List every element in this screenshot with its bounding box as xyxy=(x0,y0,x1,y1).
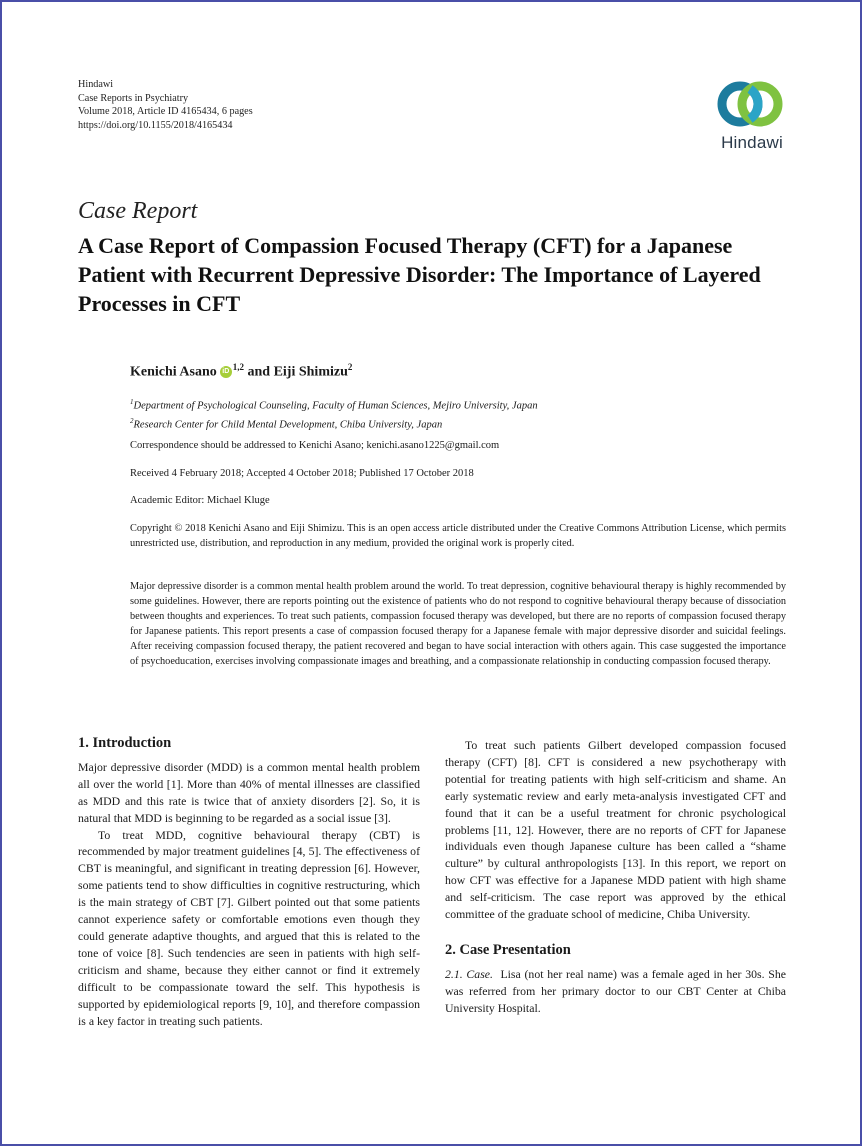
copyright-notice: Copyright © 2018 Kenichi Asano and Eiji Shimizu. This is an open access article distributed under the Creative Commons Attribution License, which permits unrestricted use, distribution, and reproduction in any medium, provided the original work is properly cited. xyxy=(130,523,786,549)
paragraph: Major depressive disorder (MDD) is a common mental health problem all over the world [1]. More than 40% of mental illnesses are classified as MDD and this rate is twice that of anxiety disorders [2]. So, it is natural that MDD is beginning to be regarded as a social issue [3]. xyxy=(78,759,420,825)
affiliation-ref: 1,2 xyxy=(232,362,244,372)
right-column xyxy=(445,737,786,1017)
journal-header xyxy=(78,78,253,132)
journal-name: Case Reports in Psychiatry xyxy=(78,92,189,104)
author-name[interactable]: Kenichi Asano xyxy=(130,364,217,380)
publication-dates: Received 4 February 2018; Accepted 4 October 2018; Published 17 October 2018 xyxy=(130,468,474,479)
affiliation-item: $^1$Department of Psychological Counseling, Faculty of Human Sciences, Mejiro University, Japan xyxy=(130,398,538,412)
correspondence: Correspondence should be addressed to Kenichi Asano; kenichi.asano1225@gmail.com xyxy=(130,440,500,451)
orcid-icon[interactable]: iD xyxy=(220,366,232,378)
volume-info: Volume 2018, Article ID 4165434, 6 pages xyxy=(78,106,253,117)
left-column xyxy=(78,735,420,1029)
academic-editor: Academic Editor: Michael Kluge xyxy=(130,495,270,506)
abstract: Major depressive disorder is a common mental health problem around the world. To treat depression, cognitive behavioural therapy is highly recommended by some guidelines. However, there are reports pointing out the existence of patients who do not respond to cognitive behavioural therapy because of dissociation between thoughts and experiences. To treat such patients, compassion focused therapy was developed, but there are no reports of compassion focused therapy for Japanese patients. This report presents a case of compassion focused therapy for a Japanese female with major depressive disorder and suicidal feelings. After receiving compassion focused therapy, the patient recovered and began to have social interaction with others again. This case suggested the importance of psychoeducation, exercises involving compassionate images and breathing, and a compassionate relationship in conducting compassion focused therapy. xyxy=(130,581,786,667)
paragraph: To treat such patients Gilbert developed compassion focused therapy (CFT) [8]. CFT is considered a new psychotherapy with potential for treating patients with high self-criticism and shame. An early systematic review and early meta-analysis investigated CFT and found that it can be a useful treatment for chronic psychological problems [11, 12]. However, there are no reports of CFT for Japanese individuals even though Japanese culture has been called a “shame culture” by cultural anthropologists [13]. In this report, we report on how CFT was effective for a Japanese MDD patient with high shame and self-criticism. The case report was approved by the ethical committee of the graduate school of medicine, Chiba University. xyxy=(445,738,786,922)
affiliations xyxy=(130,395,538,432)
affiliation-item: $^2$Research Center for Child Mental Development, Chiba University, Japan xyxy=(130,416,443,430)
section-heading: 1. Introduction xyxy=(78,735,172,751)
paragraph: 2.1. Case. Lisa (not her real name) was a female aged in her 30s. She was referred from her primary doctor to our CBT Center at Chiba University Hospital. xyxy=(445,966,786,1015)
doi-link[interactable]: https://doi.org/10.1155/2018/4165434 xyxy=(78,119,233,131)
publisher-name: Hindawi xyxy=(78,79,114,90)
section-heading: 2. Case Presentation xyxy=(445,941,571,958)
article-title: A Case Report of Compassion Focused Therapy (CFT) for a Japanese Patient with Recurrent Depressive Disorder: The Importance of Layered Processes in CFT xyxy=(78,233,761,316)
author-name[interactable]: and Eiji Shimizu xyxy=(244,364,348,380)
author-line xyxy=(130,362,352,381)
paragraph: To treat MDD, cognitive behavioural therapy (CBT) is recommended by major treatment guidelines [4, 5]. The effectiveness of CBT is meaningful, and significant in treating depression [6]. However, some patients tend to show difficulties in cognitive restructuring, which is the main strategy of CBT [7]. Gilbert pointed out that some patients cannot experience safety or comfortable emotions even though they could generate adaptive thoughts, and argued that this is related to the tone of voice [8]. Such tendencies are seen in patients with high self-criticism and shame, because they either cannot or find it extremely difficult to be compassionate toward the self. This hypothesis is supported by epidemiological reports [9, 10], and therefore compassion is a key factor in treating such patients. xyxy=(78,827,420,1028)
logo-wordmark: Hindawi xyxy=(721,133,783,152)
affiliation-ref: 2 xyxy=(347,362,353,372)
subsection-label: 2.1. Case. xyxy=(445,966,493,981)
article-type: Case Report xyxy=(78,198,198,224)
